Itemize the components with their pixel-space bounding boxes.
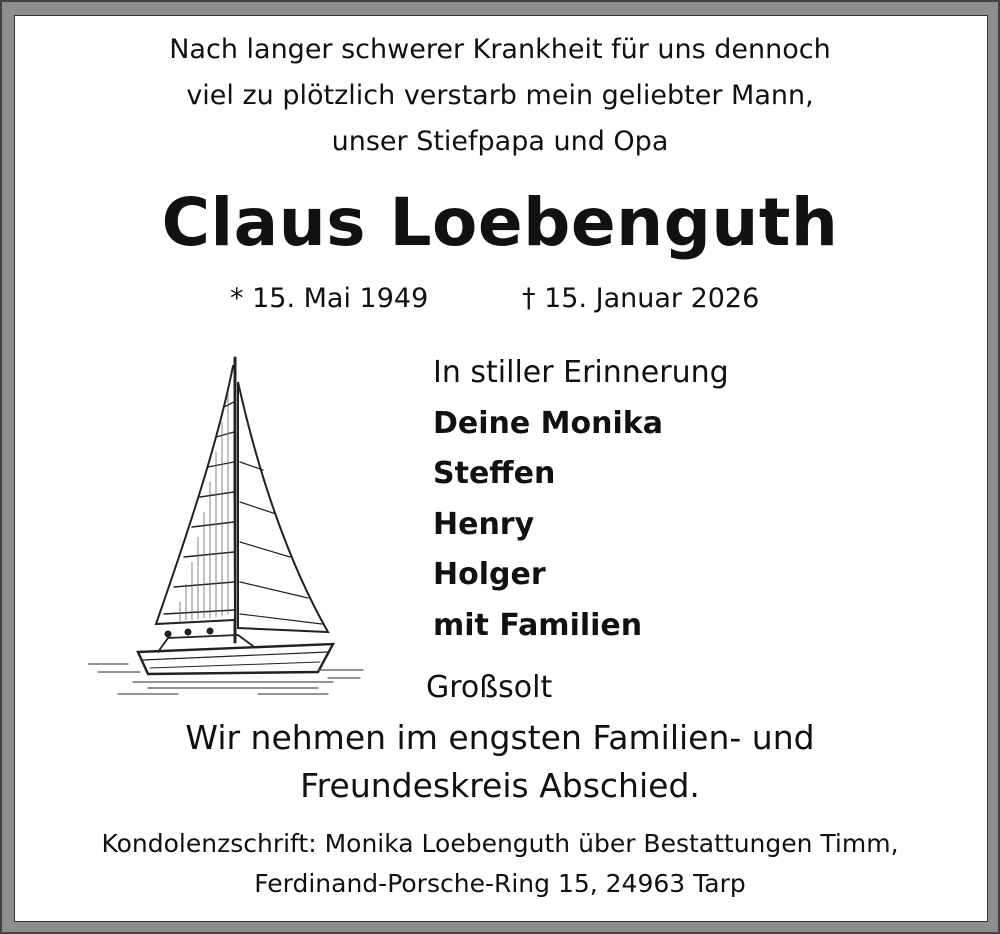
jib-sail — [238, 382, 328, 632]
sailboat-drawing-icon — [88, 352, 368, 697]
mourner-name: Steffen — [433, 456, 556, 491]
birth-date: * 15. Mai 1949 — [230, 283, 429, 314]
deceased-name: Claus Loebenguth — [161, 184, 839, 261]
mourners-block — [433, 348, 729, 651]
condolence-line-1: Kondolenzschrift: Monika Loebenguth über Bestattungen Timm, — [101, 829, 899, 858]
death-date: † 15. Januar 2026 — [522, 283, 760, 314]
intro-line-3: unser Stiefpapa und Opa — [331, 126, 669, 157]
intro-line-2: viel zu plötzlich verstarb mein geliebter Mann, — [186, 80, 814, 111]
farewell-line-2: Freundeskreis Abschied. — [300, 766, 700, 805]
mourner-name: Henry — [433, 506, 535, 542]
intro-line-1: Nach langer schwerer Krankheit für uns dennoch — [169, 34, 831, 65]
place-name: Großsolt — [426, 670, 553, 705]
condolence-line-2: Ferdinand-Porsche-Ring 15, 24963 Tarp — [254, 869, 746, 898]
mourners-heading: In stiller Erinnerung — [433, 355, 729, 390]
mourner-name: Deine Monika — [433, 405, 663, 441]
farewell-line-1: Wir nehmen im engsten Familien- und — [185, 718, 815, 757]
mourner-name: Holger — [433, 557, 546, 592]
mourner-name: mit Familien — [433, 607, 643, 643]
